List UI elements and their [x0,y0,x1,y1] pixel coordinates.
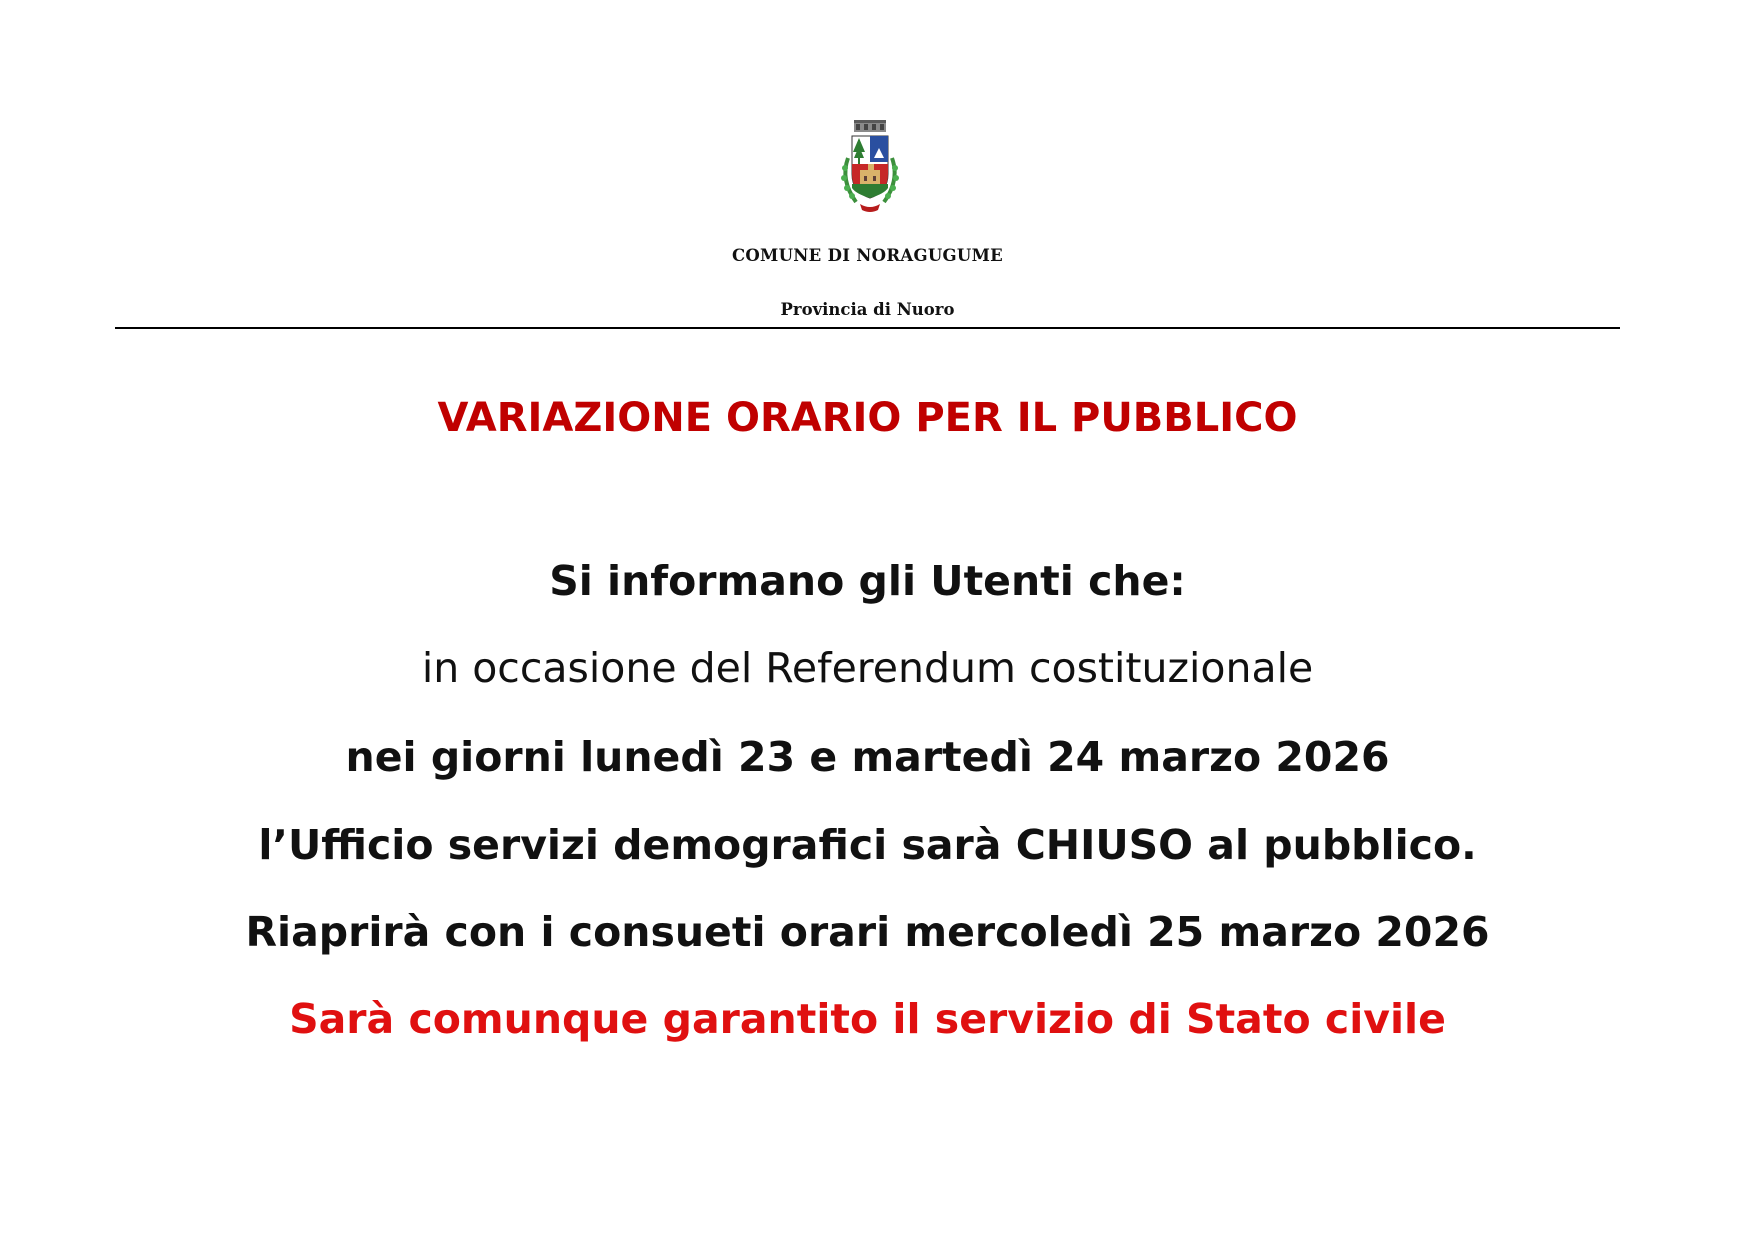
notice-occasion: in occasione del Referendum costituzionale [421,644,1314,692]
header-divider [115,327,1620,329]
notice-closure: l’Ufficio servizi demografici sarà CHIUSO al pubblico. [258,821,1477,869]
notice-dates: nei giorni lunedì 23 e martedì 24 marzo 2026 [345,733,1390,781]
notice-guarantee: Sarà comunque garantito il servizio di Stato civile [289,995,1446,1043]
province-name: Provincia di Nuoro [780,300,955,319]
notice-title: VARIAZIONE ORARIO PER IL PUBBLICO [437,395,1298,441]
municipality-name: COMUNE DI NORAGUGUME [731,246,1004,265]
notice-intro: Si informano gli Utenti che: [549,557,1186,605]
notice-reopening: Riaprirà con i consueti orari mercoledì 25 marzo 2026 [245,908,1490,956]
coat-of-arms-icon [834,118,906,218]
